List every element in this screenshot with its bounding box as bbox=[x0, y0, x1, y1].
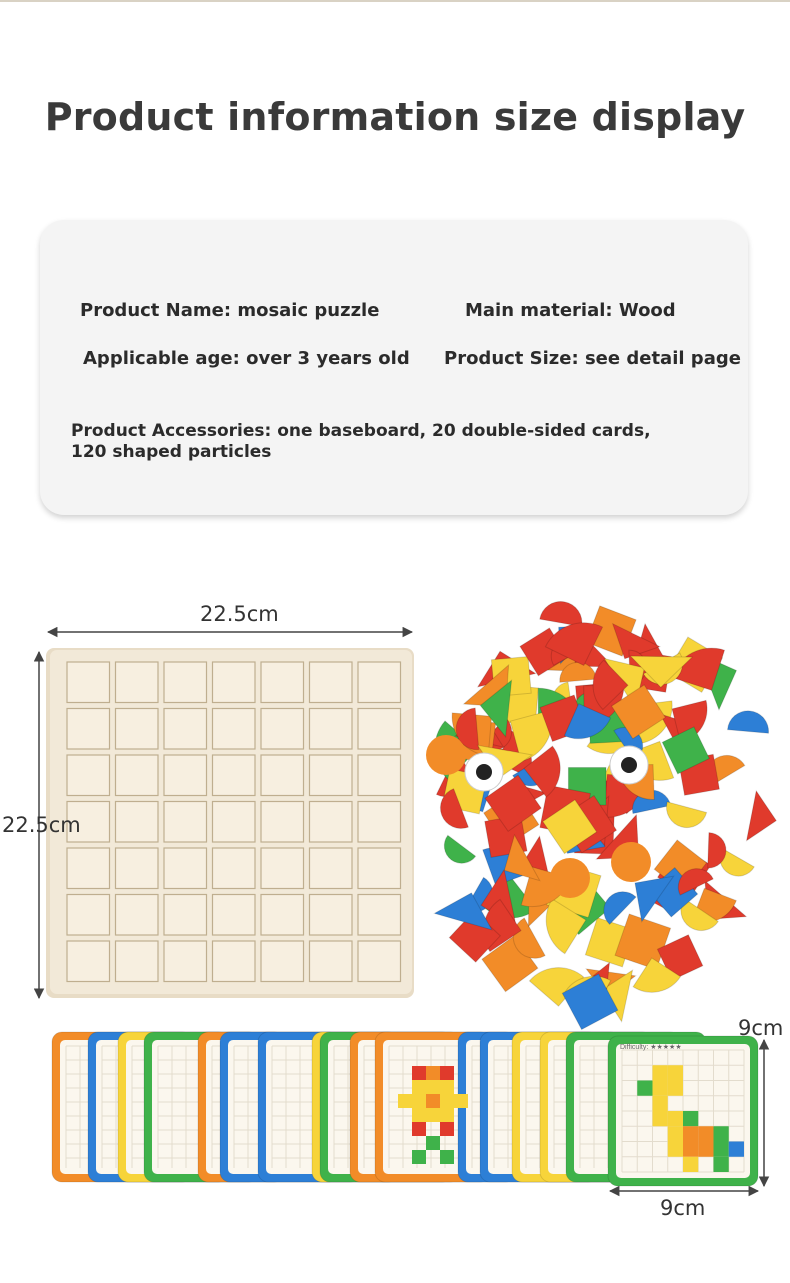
board-cell bbox=[261, 895, 304, 936]
card-pattern-cell bbox=[412, 1066, 426, 1080]
board-cell bbox=[213, 848, 256, 889]
board-width-label: 22.5cm bbox=[200, 602, 279, 626]
card-pattern-cell bbox=[440, 1150, 454, 1164]
board-cell bbox=[67, 848, 110, 889]
board-cell bbox=[67, 941, 110, 982]
board-cell bbox=[310, 755, 353, 796]
board-cell bbox=[358, 662, 401, 703]
card-pattern-cell bbox=[714, 1157, 729, 1172]
board-cell bbox=[310, 895, 353, 936]
board-cell bbox=[67, 709, 110, 750]
eye-pupil bbox=[621, 757, 637, 773]
circle-particle bbox=[426, 735, 466, 775]
board-cell bbox=[116, 895, 159, 936]
card-pattern-cell bbox=[426, 1066, 440, 1080]
card-pattern-cell bbox=[653, 1081, 668, 1096]
card-pattern-cell bbox=[668, 1111, 683, 1126]
card-pattern-cell bbox=[698, 1126, 713, 1141]
card-pattern-cell bbox=[426, 1094, 440, 1108]
card-pattern-cell bbox=[668, 1065, 683, 1080]
main-material: Main material: Wood bbox=[465, 300, 676, 321]
board-cell bbox=[261, 941, 304, 982]
card-pattern-cell bbox=[426, 1136, 440, 1150]
board-cell bbox=[116, 848, 159, 889]
board-cell bbox=[164, 941, 207, 982]
board-cell bbox=[164, 755, 207, 796]
board-cell bbox=[310, 709, 353, 750]
shape-particle bbox=[437, 835, 475, 870]
board-cell bbox=[213, 802, 256, 843]
card-pattern-cell bbox=[426, 1108, 440, 1122]
card-height-label: 9cm bbox=[738, 1016, 784, 1040]
shape-particle bbox=[540, 598, 586, 626]
circle-particle bbox=[550, 858, 590, 898]
board-cell bbox=[310, 802, 353, 843]
product-name: Product Name: mosaic puzzle bbox=[80, 300, 380, 321]
card-pattern-cell bbox=[412, 1080, 426, 1094]
board-cell bbox=[116, 755, 159, 796]
card-pattern-cell bbox=[653, 1096, 668, 1111]
board-cell bbox=[164, 802, 207, 843]
pattern-cards bbox=[52, 1032, 758, 1186]
card-pattern-cell bbox=[683, 1157, 698, 1172]
board-height-label: 22.5cm bbox=[2, 813, 81, 837]
card-pattern-cell bbox=[426, 1080, 440, 1094]
board-cell bbox=[67, 895, 110, 936]
board-cell bbox=[358, 755, 401, 796]
card-width-label: 9cm bbox=[660, 1196, 706, 1220]
card-pattern-cell bbox=[412, 1122, 426, 1136]
card-pattern-cell bbox=[729, 1142, 744, 1157]
board-cell bbox=[358, 848, 401, 889]
card-pattern-cell bbox=[412, 1094, 426, 1108]
board-cell bbox=[213, 709, 256, 750]
product-accessories-line1: Product Accessories: one baseboard, 20 double-sided cards, bbox=[71, 421, 651, 441]
product-size: Product Size: see detail page bbox=[444, 348, 741, 369]
board-cell bbox=[67, 662, 110, 703]
card-pattern-cell bbox=[440, 1066, 454, 1080]
board-cell bbox=[261, 709, 304, 750]
board-cell bbox=[164, 848, 207, 889]
page-title: Product information size display bbox=[44, 95, 746, 139]
board-cell bbox=[164, 709, 207, 750]
board-cell bbox=[261, 662, 304, 703]
card-pattern-cell bbox=[668, 1142, 683, 1157]
board-cell bbox=[164, 895, 207, 936]
board-cell bbox=[213, 941, 256, 982]
card-pattern-cell bbox=[714, 1126, 729, 1141]
card-pattern-cell bbox=[637, 1081, 652, 1096]
shaped-particles-pile bbox=[417, 598, 776, 1029]
wooden-baseboard bbox=[46, 648, 414, 998]
board-cell bbox=[261, 848, 304, 889]
card-pattern-cell bbox=[398, 1094, 412, 1108]
board-cell bbox=[213, 895, 256, 936]
card-pattern-cell bbox=[440, 1080, 454, 1094]
board-cell bbox=[358, 709, 401, 750]
card-pattern-cell bbox=[683, 1142, 698, 1157]
card-pattern-cell bbox=[683, 1111, 698, 1126]
card-difficulty-label: Difficulty: ★★★★★ bbox=[620, 1044, 682, 1051]
card-pattern-cell bbox=[440, 1094, 454, 1108]
board-cell bbox=[67, 755, 110, 796]
board-cell bbox=[358, 802, 401, 843]
shape-particle bbox=[727, 791, 777, 841]
card-pattern-cell bbox=[668, 1126, 683, 1141]
board-cell bbox=[116, 709, 159, 750]
card-pattern-cell bbox=[412, 1108, 426, 1122]
card-pattern-cell bbox=[412, 1150, 426, 1164]
applicable-age: Applicable age: over 3 years old bbox=[83, 348, 410, 369]
board-cell bbox=[213, 662, 256, 703]
circle-particle bbox=[611, 842, 651, 882]
board-cell bbox=[116, 941, 159, 982]
card-pattern-cell bbox=[653, 1065, 668, 1080]
board-cell bbox=[261, 802, 304, 843]
board-cell bbox=[310, 848, 353, 889]
board-cell bbox=[310, 662, 353, 703]
card-pattern-cell bbox=[454, 1094, 468, 1108]
eye-pupil bbox=[476, 764, 492, 780]
board-cell bbox=[261, 755, 304, 796]
board-cell bbox=[116, 662, 159, 703]
product-accessories-line2: 120 shaped particles bbox=[71, 442, 272, 462]
card-pattern-cell bbox=[683, 1126, 698, 1141]
card-pattern-cell bbox=[440, 1122, 454, 1136]
shape-particle bbox=[662, 802, 707, 832]
board-cell bbox=[164, 662, 207, 703]
board-cell bbox=[358, 941, 401, 982]
board-cell bbox=[116, 802, 159, 843]
card-pattern-cell bbox=[698, 1142, 713, 1157]
board-cell bbox=[358, 895, 401, 936]
card-pattern-cell bbox=[668, 1081, 683, 1096]
board-cell bbox=[310, 941, 353, 982]
shape-particle bbox=[728, 709, 771, 733]
card-pattern-cell bbox=[440, 1108, 454, 1122]
board-cell bbox=[213, 755, 256, 796]
card-pattern-cell bbox=[653, 1111, 668, 1126]
card-pattern-cell bbox=[714, 1142, 729, 1157]
